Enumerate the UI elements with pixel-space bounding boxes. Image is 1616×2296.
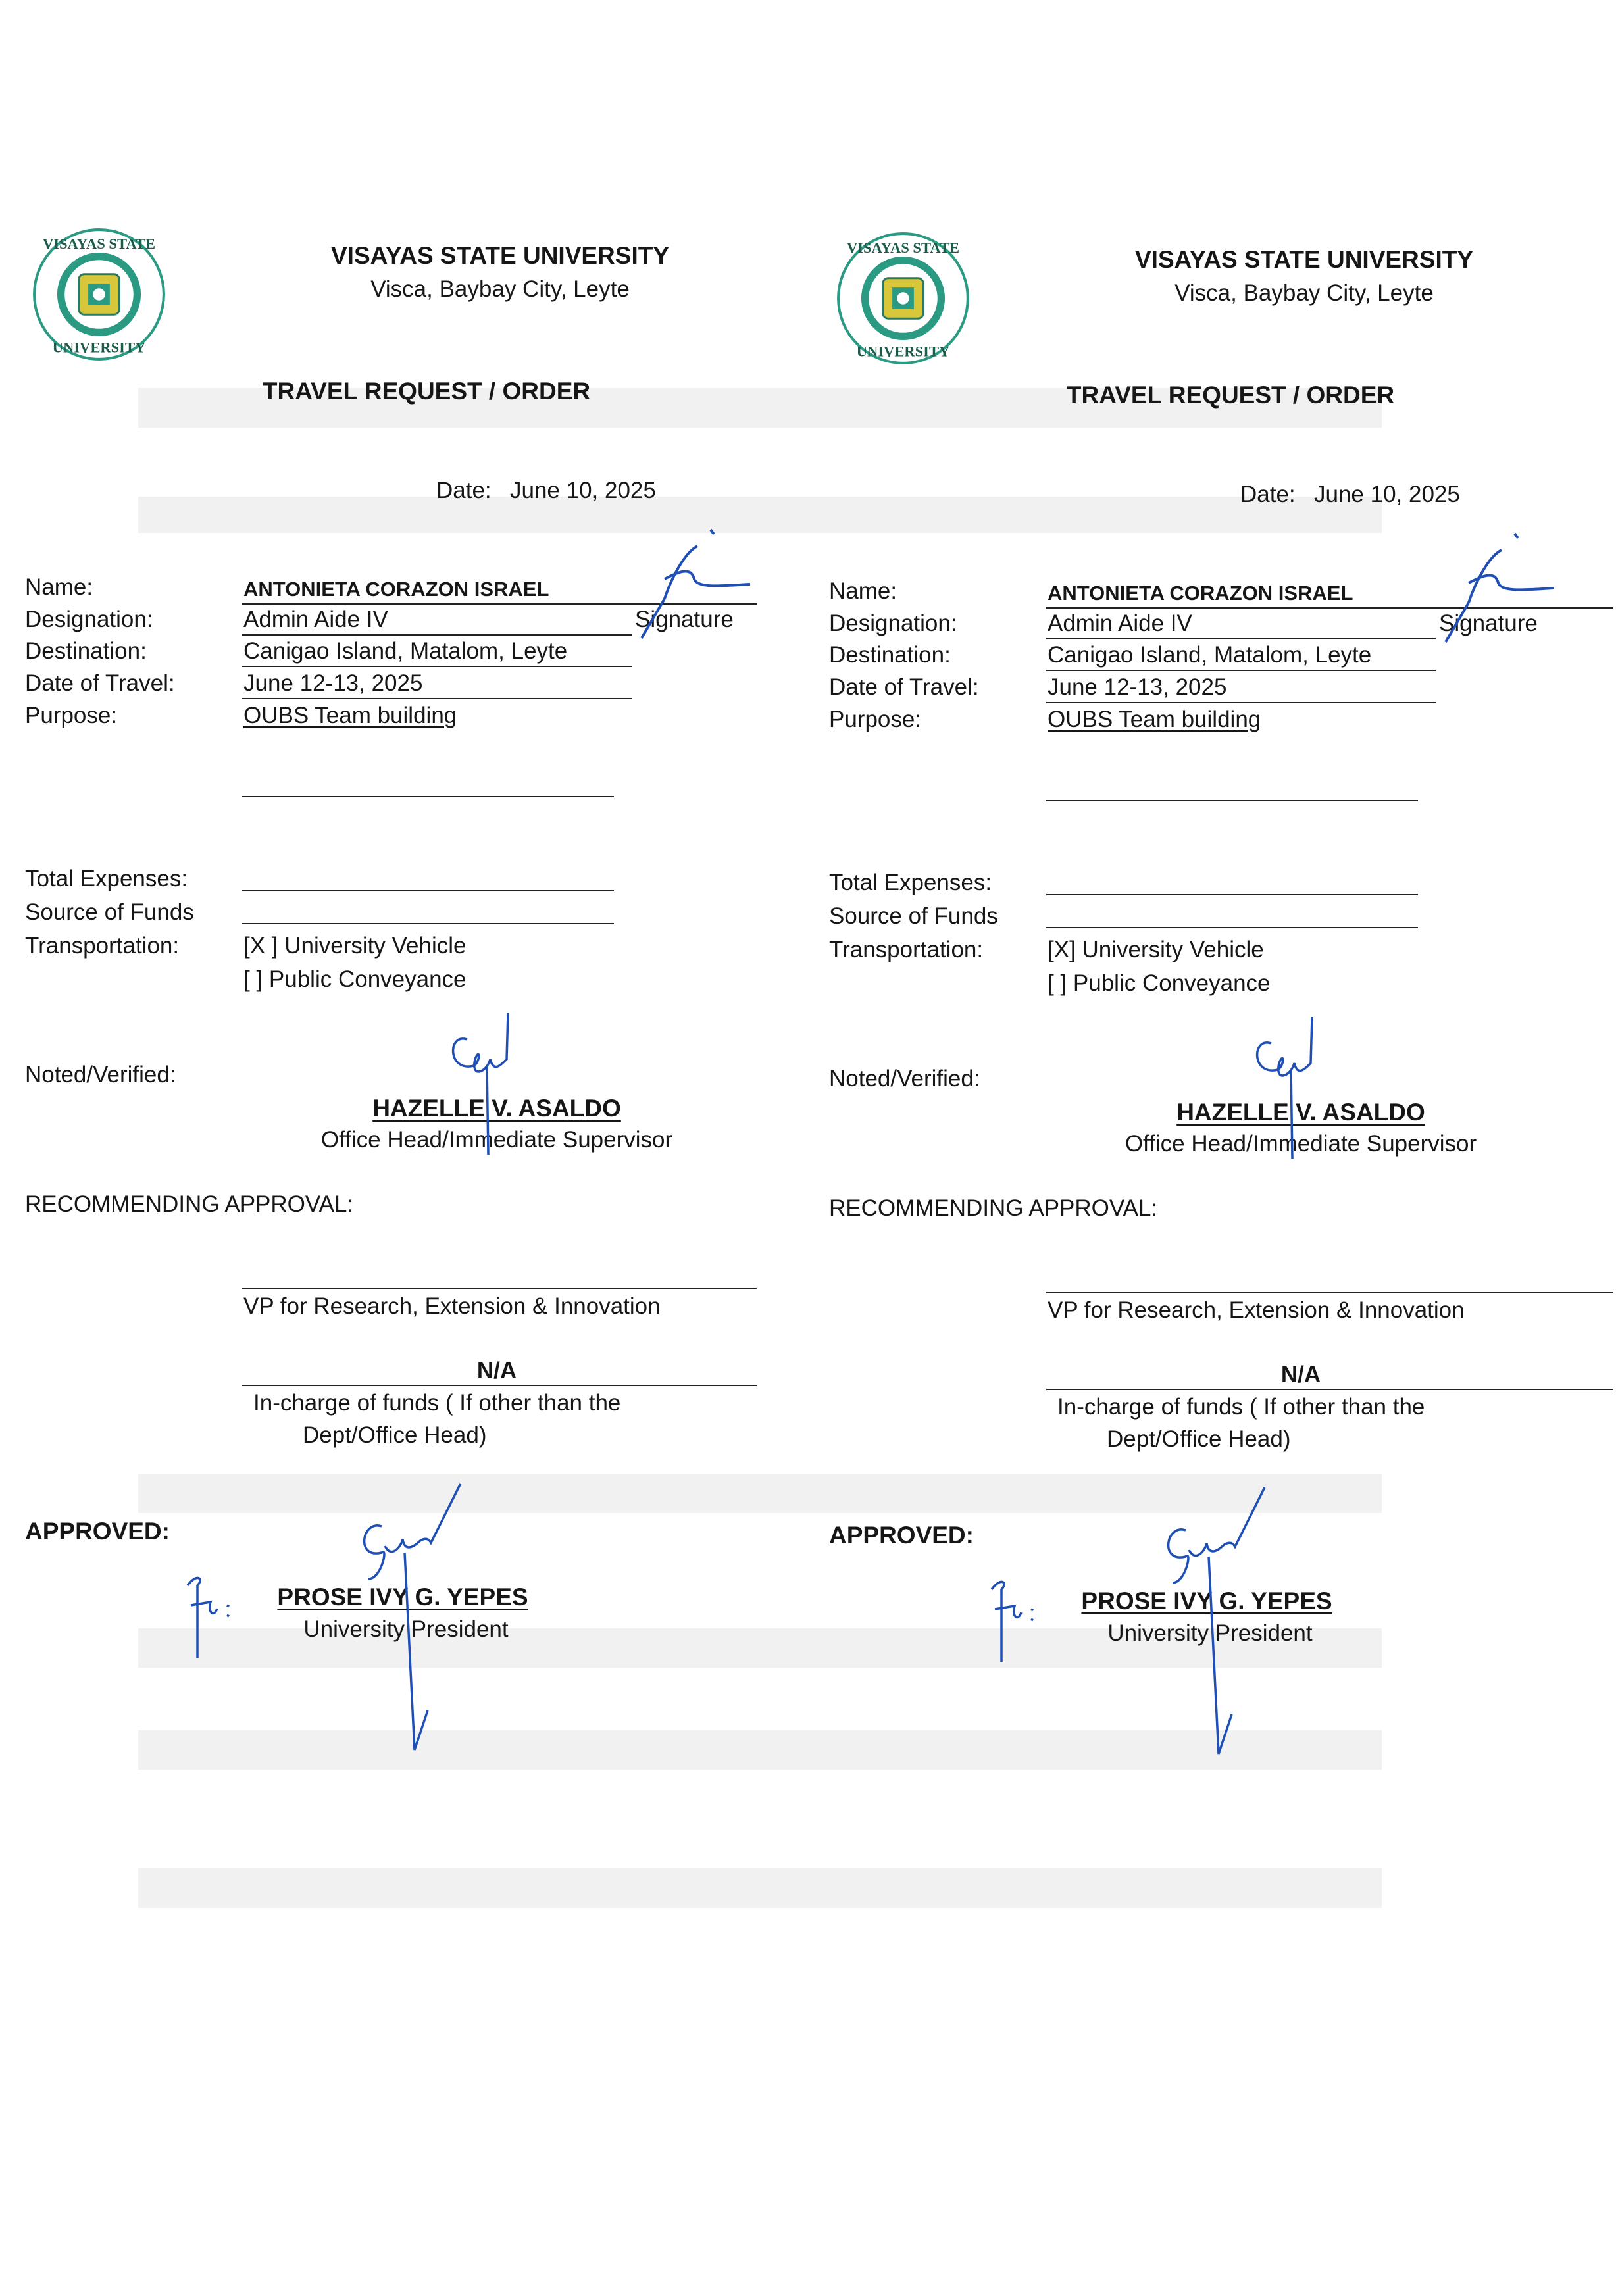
signature-label: Signature (635, 607, 734, 632)
total-expenses-line (242, 890, 614, 891)
designation-underline (242, 634, 632, 636)
svg-text:UNIVERSITY: UNIVERSITY (52, 339, 146, 356)
transport-option-university-vehicle: [X] University Vehicle (1048, 937, 1264, 962)
funds-incharge-value: N/A (476, 1358, 517, 1384)
vp-title: VP for Research, Extension & Innovation (1048, 1297, 1465, 1323)
noted-verified-label: Noted/Verified: (829, 1066, 980, 1091)
purpose-value: OUBS Team building (1048, 707, 1261, 732)
destination-label: Destination: (829, 642, 951, 668)
requester-signature (625, 526, 757, 645)
date-of-travel-value: June 12-13, 2025 (243, 670, 423, 696)
university-name: VISAYAS STATE UNIVERSITY (330, 242, 670, 269)
university-seal-logo (32, 227, 166, 362)
university-seal-logo (836, 231, 971, 366)
requester-signature (1429, 530, 1561, 649)
date-of-travel-underline (1046, 702, 1436, 703)
total-expenses-label: Total Expenses: (25, 866, 188, 891)
university-address: Visca, Baybay City, Leyte (370, 276, 630, 302)
date-of-travel-label: Date of Travel: (829, 674, 979, 700)
supervisor-title: Office Head/Immediate Supervisor (320, 1127, 673, 1153)
transport-option-public-conveyance: [ ] Public Conveyance (243, 966, 467, 992)
destination-value: Canigao Island, Matalom, Leyte (243, 638, 568, 664)
date-label: Date: (436, 478, 492, 503)
recommending-approval-label: RECOMMENDING APPROVAL: (829, 1195, 1158, 1221)
president-signature (1146, 1484, 1278, 1760)
destination-value: Canigao Island, Matalom, Leyte (1048, 642, 1372, 668)
supervisor-signature (1238, 1017, 1344, 1162)
university-name: VISAYAS STATE UNIVERSITY (1134, 246, 1474, 273)
date-value: June 10, 2025 (1314, 482, 1460, 507)
supervisor-name: HAZELLE V. ASALDO (1176, 1099, 1425, 1126)
funds-incharge-title-1: In-charge of funds ( If other than the (1057, 1394, 1425, 1420)
purpose-extra-line (1046, 800, 1418, 801)
initials-signature (178, 1566, 250, 1664)
form-title: TRAVEL REQUEST / ORDER (262, 378, 591, 405)
date-value: June 10, 2025 (510, 478, 656, 503)
funds-incharge-line (1046, 1389, 1613, 1390)
destination-label: Destination: (25, 638, 147, 664)
supervisor-title: Office Head/Immediate Supervisor (1124, 1131, 1477, 1157)
supervisor-name: HAZELLE V. ASALDO (372, 1095, 621, 1122)
name-value: ANTONIETA CORAZON ISRAEL (243, 578, 549, 601)
travel-request-form-right (804, 4, 1612, 2296)
source-of-funds-label: Source of Funds (829, 903, 998, 929)
funds-incharge-line (242, 1385, 757, 1386)
initials-signature (982, 1570, 1054, 1668)
total-expenses-line (1046, 894, 1418, 895)
vp-signature-line (1046, 1292, 1613, 1293)
president-name: PROSE IVY G. YEPES (1081, 1587, 1332, 1614)
president-name: PROSE IVY G. YEPES (277, 1584, 528, 1610)
president-signature (342, 1480, 474, 1757)
source-of-funds-line (1046, 927, 1418, 928)
transportation-label: Transportation: (829, 937, 984, 962)
vp-signature-line (242, 1288, 757, 1289)
transportation-label: Transportation: (25, 933, 180, 959)
funds-incharge-title-2: Dept/Office Head) (1107, 1426, 1291, 1452)
svg-text:VISAYAS STATE: VISAYAS STATE (42, 235, 156, 252)
total-expenses-label: Total Expenses: (829, 870, 992, 895)
signature-label: Signature (1439, 611, 1538, 636)
name-value: ANTONIETA CORAZON ISRAEL (1048, 582, 1353, 605)
vp-title: VP for Research, Extension & Innovation (243, 1293, 661, 1319)
destination-underline (1046, 670, 1436, 671)
designation-label: Designation: (25, 607, 153, 632)
noted-verified-label: Noted/Verified: (25, 1062, 176, 1087)
svg-text:UNIVERSITY: UNIVERSITY (856, 343, 950, 360)
designation-underline (1046, 638, 1436, 639)
name-label: Name: (25, 574, 93, 600)
recommending-approval-label: RECOMMENDING APPROVAL: (25, 1191, 354, 1217)
approved-label: APPROVED: (829, 1522, 974, 1549)
form-title: TRAVEL REQUEST / ORDER (1066, 382, 1395, 409)
date-of-travel-label: Date of Travel: (25, 670, 175, 696)
transport-option-public-conveyance: [ ] Public Conveyance (1048, 970, 1271, 996)
approved-label: APPROVED: (25, 1518, 170, 1545)
designation-value: Admin Aide IV (243, 607, 388, 632)
name-label: Name: (829, 578, 897, 604)
president-title: University President (1107, 1620, 1313, 1646)
funds-incharge-title-2: Dept/Office Head) (303, 1422, 487, 1448)
purpose-label: Purpose: (25, 703, 118, 728)
source-of-funds-line (242, 923, 614, 924)
university-address: Visca, Baybay City, Leyte (1174, 280, 1434, 306)
purpose-label: Purpose: (829, 707, 922, 732)
designation-value: Admin Aide IV (1048, 611, 1192, 636)
president-title: University President (303, 1616, 509, 1642)
funds-incharge-value: N/A (1280, 1362, 1321, 1387)
source-of-funds-label: Source of Funds (25, 899, 194, 925)
svg-text:VISAYAS STATE: VISAYAS STATE (846, 239, 960, 256)
funds-incharge-title-1: In-charge of funds ( If other than the (253, 1390, 621, 1416)
purpose-extra-line (242, 796, 614, 797)
designation-label: Designation: (829, 611, 957, 636)
date-label: Date: (1240, 482, 1296, 507)
travel-request-form-left (0, 0, 808, 2292)
supervisor-signature (434, 1013, 540, 1158)
date-of-travel-value: June 12-13, 2025 (1048, 674, 1227, 700)
destination-underline (242, 666, 632, 667)
date-of-travel-underline (242, 698, 632, 699)
purpose-value: OUBS Team building (243, 703, 457, 728)
transport-option-university-vehicle: [X ] University Vehicle (243, 933, 467, 959)
